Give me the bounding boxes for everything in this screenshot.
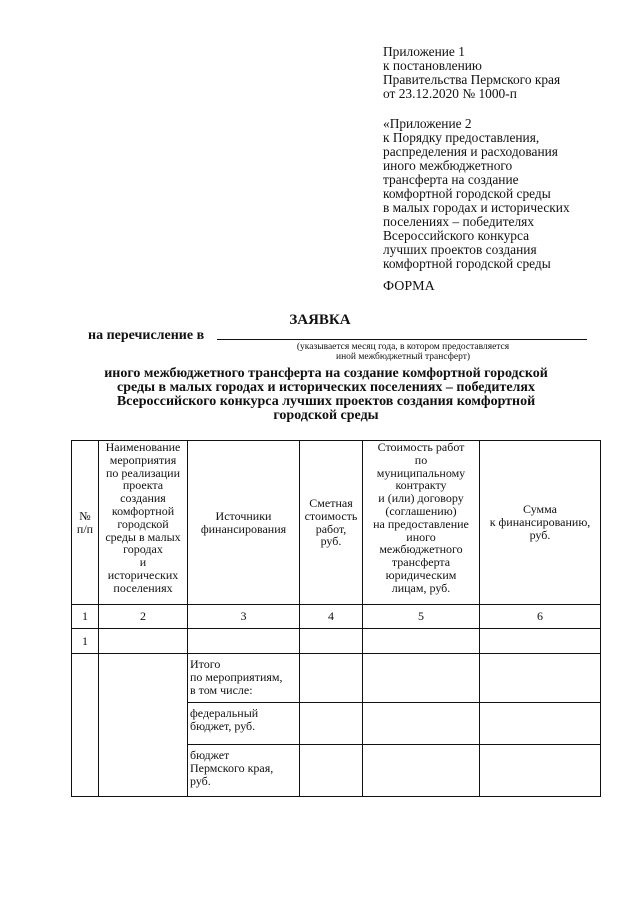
table-cell[interactable] [480, 745, 601, 797]
header-line: городах [123, 542, 163, 557]
source-line: федеральный [190, 706, 259, 720]
table-row [72, 629, 601, 654]
header-line: создания [120, 491, 166, 506]
column-number: 6 [480, 605, 601, 629]
table-cell[interactable] [363, 629, 480, 654]
table-cell [72, 654, 99, 797]
header-line: и (или) договору [378, 491, 464, 506]
purpose-line: Всероссийского конкурса лучших проектов создания комфортной [116, 394, 536, 409]
appendix-2-line: в малых городах и исторических [383, 200, 570, 215]
table-cell[interactable] [300, 629, 363, 654]
header-line: к финансированию, [489, 515, 591, 530]
table-cell[interactable] [363, 703, 480, 745]
appendix-2-line: Всероссийского конкурса [383, 228, 530, 243]
table-cell[interactable] [480, 629, 601, 654]
table-cell [99, 654, 188, 797]
appendix-2-line: трансферта на создание [383, 172, 519, 187]
table-cell[interactable] [99, 629, 188, 654]
header-funding-sources [188, 441, 300, 605]
header-line: комфортной [111, 503, 175, 518]
appendix-2-line: «Приложение 2 [383, 116, 472, 131]
header-line: поселениях [113, 580, 173, 595]
appendix-2-line: лучших проектов создания [383, 242, 537, 257]
header-line: финансирования [200, 521, 287, 536]
header-line: Сметная [309, 495, 353, 510]
table-cell[interactable] [300, 654, 363, 703]
month-hint-line: иной межбюджетный трансферт) [335, 352, 471, 362]
header-line: контракту [395, 478, 447, 493]
header-line: Источники [215, 508, 272, 523]
header-number [72, 441, 99, 605]
form-label: ФОРМА [383, 279, 435, 294]
header-line: лицам, руб. [391, 580, 451, 595]
header-line: руб. [320, 534, 342, 549]
header-line: Сумма [523, 502, 557, 517]
table-cell[interactable] [480, 703, 601, 745]
column-number: 1 [72, 605, 99, 629]
application-table [71, 440, 601, 797]
source-line: бюджет, руб. [190, 718, 256, 733]
table-cell[interactable] [363, 654, 480, 703]
table-row-total [72, 654, 601, 703]
table-cell[interactable] [363, 745, 480, 797]
appendix-2-line: комфортной городской среды [383, 256, 551, 271]
header-line: исторических [107, 567, 179, 582]
column-number-row [72, 605, 601, 629]
purpose-line: среды в малых городах и исторических поселениях – победителях [117, 380, 535, 395]
source-line: Пермского края, [190, 760, 274, 775]
header-contract-cost [363, 441, 480, 605]
table-cell[interactable] [480, 654, 601, 703]
header-line: по реализации [105, 465, 181, 480]
purpose-line: городской среды [273, 408, 379, 423]
header-line: мероприятия [109, 452, 177, 467]
header-line: иного [406, 529, 436, 544]
column-number: 3 [188, 605, 300, 629]
header-line: среды в малых [105, 529, 181, 544]
appendix-2-line: комфортной городской среды [383, 186, 551, 201]
header-line: Стоимость работ [377, 440, 465, 454]
table-cell[interactable] [300, 703, 363, 745]
table-header-row [72, 441, 601, 605]
header-line: межбюджетного [379, 542, 463, 557]
appendix-1-line: Правительства Пермского края [383, 72, 561, 87]
column-number: 2 [99, 605, 188, 629]
header-amount-to-finance [480, 441, 601, 605]
transfer-purpose [74, 367, 578, 423]
source-line: руб. [190, 773, 211, 788]
appendix-2-line: иного межбюджетного [383, 158, 513, 173]
appendix-1-block [383, 45, 560, 101]
header-line: городской [117, 516, 169, 531]
header-line: на предоставление [373, 516, 469, 531]
source-line: Итого [190, 657, 221, 671]
source-total-cell [188, 654, 300, 703]
table-cell[interactable] [300, 745, 363, 797]
header-line: работ, [315, 521, 347, 536]
header-line: и [139, 555, 147, 570]
header-line: руб. [529, 527, 551, 542]
header-line: по [414, 452, 428, 467]
header-line: (соглашению) [385, 503, 457, 518]
appendix-1-line: к постановлению [383, 58, 482, 73]
document-title: ЗАЯВКА [289, 312, 351, 328]
source-line: по мероприятиям, [190, 669, 283, 684]
header-number-label: № п/п [76, 508, 94, 536]
month-hint-line: (указывается месяц года, в котором предоставляется [296, 342, 510, 352]
header-line: стоимость [304, 508, 358, 523]
appendix-2-block [383, 117, 570, 271]
source-regional-cell [188, 745, 300, 797]
source-federal-cell [188, 703, 300, 745]
header-line: Наименование [105, 440, 181, 454]
purpose-line: иного межбюджетного трансферта на создание комфортной городской [104, 366, 548, 381]
appendix-1-line: Приложение 1 [383, 44, 465, 59]
appendix-1-line: от 23.12.2020 № 1000-п [383, 86, 517, 101]
column-number: 4 [300, 605, 363, 629]
month-blank-field[interactable] [217, 339, 587, 340]
row-number: 1 [72, 629, 99, 654]
source-line: бюджет [190, 748, 230, 762]
request-line: на перечисление в [88, 328, 205, 343]
appendix-2-line: распределения и расходования [383, 144, 558, 159]
header-line: проекта [122, 478, 164, 493]
header-estimated-cost [300, 441, 363, 605]
table-cell[interactable] [188, 629, 300, 654]
header-line: муниципальному [376, 465, 466, 480]
appendix-2-line: поселениях – победителях [383, 214, 535, 229]
month-hint [278, 342, 528, 362]
column-number: 5 [363, 605, 480, 629]
source-line: в том числе: [190, 682, 253, 697]
header-event-name [99, 441, 188, 605]
header-line: трансферта [391, 555, 451, 570]
appendix-2-line: к Порядку предоставления, [383, 130, 540, 145]
header-line: юридическим [385, 567, 457, 582]
